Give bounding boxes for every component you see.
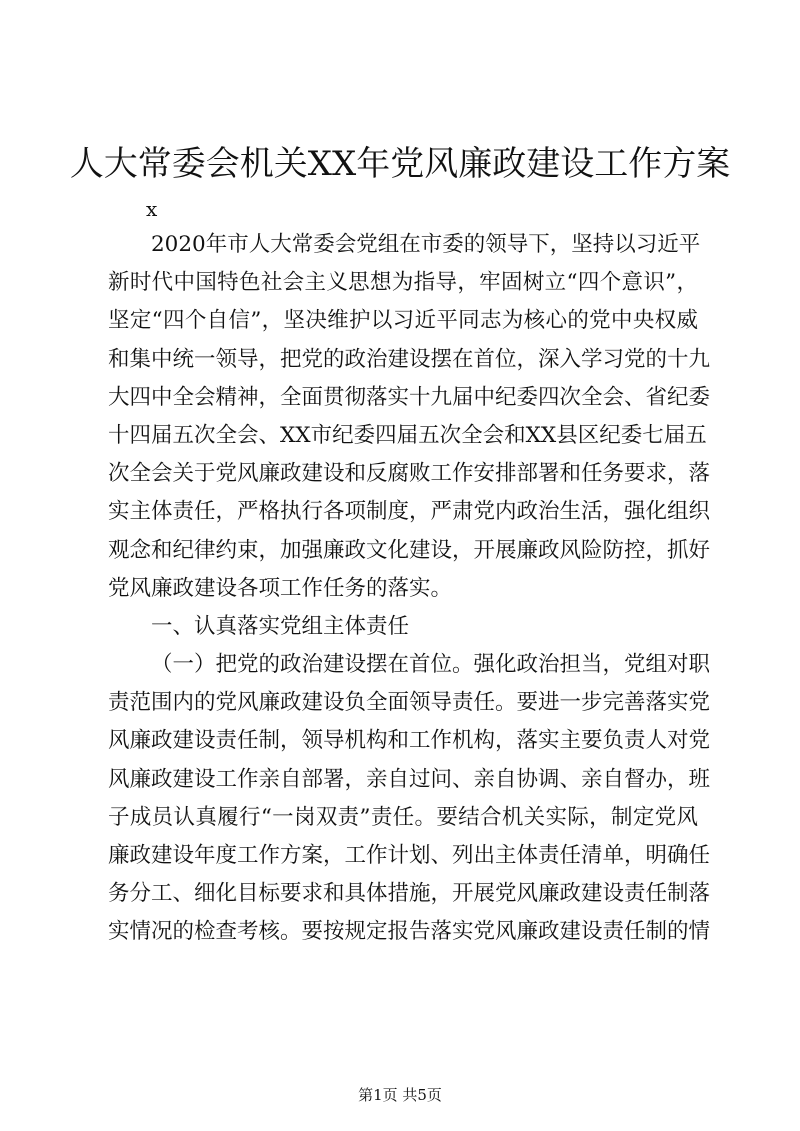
document-title: 人大常委会机关XX年党风廉政建设工作方案 <box>69 144 731 184</box>
text-line: 次全会关于党风廉政建设和反腐败工作安排部署和任务要求，落 <box>108 461 711 487</box>
text-line: 2020年市人大常委会党组在市委的领导下，坚持以习近平 <box>151 232 701 257</box>
text-line: （一）把党的政治建设摆在首位。强化政治担当，党组对职 <box>151 652 711 678</box>
text-line: 党风廉政建设各项工作任务的落实。 <box>108 575 453 601</box>
section-heading: 一、认真落实党组主体责任 <box>151 613 410 639</box>
text-line: 风廉政建设工作亲自部署，亲自过问、亲自协调、亲自督办，班 <box>108 766 711 792</box>
text-line: 观念和纪律约束，加强廉政文化建设，开展廉政风险防控，抓好 <box>108 537 711 563</box>
text-line: 责范围内的党风廉政建设负全面领导责任。要进一步完善落实党 <box>108 690 711 716</box>
page-footer: 第1页 共5页 <box>358 1086 442 1104</box>
text-line: 新时代中国特色社会主义思想为指导，牢固树立“四个意识”， <box>108 270 698 296</box>
text-line: 坚定“四个自信”，坚决维护以习近平同志为核心的党中央权威 <box>108 308 698 334</box>
text-line: 实主体责任，严格执行各项制度，严肃党内政治生活，强化组织 <box>108 499 711 525</box>
text-line: 廉政建设年度工作方案，工作计划、列出主体责任清单，明确任 <box>108 843 711 868</box>
text-line: 子成员认真履行“一岗双责”责任。要结合机关实际，制定党风 <box>108 804 698 830</box>
text-line: 实情况的检查考核。要按规定报告落实党风廉政建设责任制的情 <box>108 919 711 945</box>
text-line: 十四届五次全会、XX市纪委四届五次全会和XX县区纪委七届五 <box>108 422 707 448</box>
text-line: 大四中全会精神，全面贯彻落实十九届中纪委四次全会、省纪委 <box>108 384 711 410</box>
author-line: x <box>146 197 158 221</box>
text-line: 和集中统一领导，把党的政治建设摆在首位，深入学习党的十九 <box>108 346 711 372</box>
text-line: 务分工、细化目标要求和具体措施，开展党风廉政建设责任制落 <box>108 881 711 907</box>
text-line: 风廉政建设责任制，领导机构和工作机构，落实主要负责人对党 <box>108 728 711 754</box>
document-body <box>108 226 711 952</box>
